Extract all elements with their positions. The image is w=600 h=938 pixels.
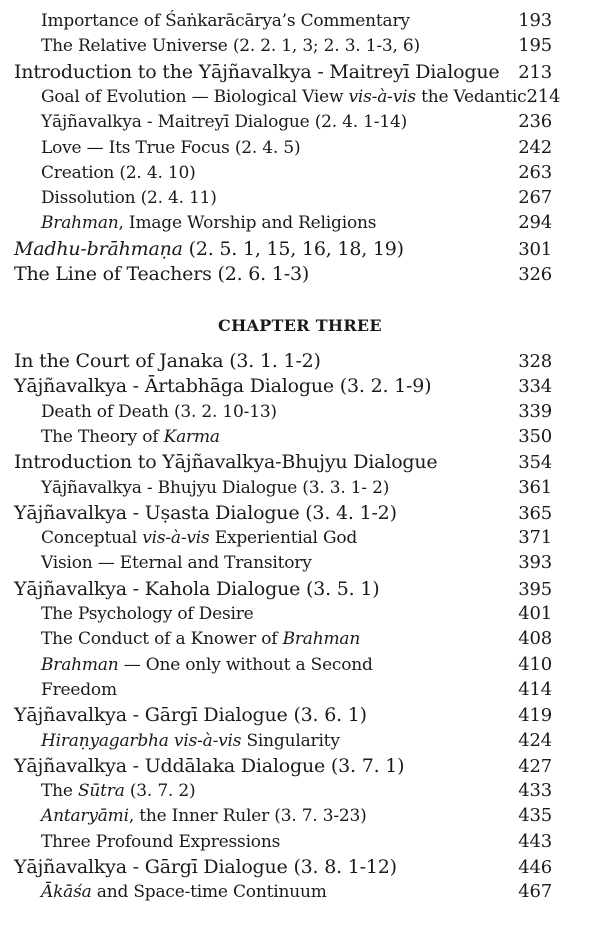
toc-entry bbox=[14, 350, 552, 372]
toc-entry bbox=[14, 603, 552, 624]
toc-entry-title bbox=[14, 704, 367, 726]
toc-entry-page-number: 433 bbox=[518, 780, 552, 802]
toc-entry-title bbox=[14, 263, 309, 285]
toc-entry-title bbox=[14, 478, 389, 498]
toc-entry bbox=[14, 730, 552, 751]
toc-entry bbox=[14, 805, 552, 826]
toc-entry-title-part: Yājñavalkya - Kahola Dialogue (3. 5. 1) bbox=[14, 577, 380, 600]
toc-entry-title-part: Yājñavalkya - Gārgī Dialogue (3. 6. 1) bbox=[14, 704, 367, 727]
toc-entry bbox=[14, 111, 552, 132]
toc-entry bbox=[14, 451, 552, 473]
toc-entry-title bbox=[14, 87, 526, 107]
toc-entry-title bbox=[14, 61, 499, 83]
toc-entry-title bbox=[14, 629, 360, 649]
toc-entry-title-part: Love — Its True Focus (2. 4. 5) bbox=[41, 137, 301, 158]
toc-entry-page-number: 326 bbox=[518, 264, 552, 285]
toc-entry-title-part: Introduction to Yājñavalkya-Bhujyu Dialogue bbox=[14, 451, 438, 474]
toc-entry-title bbox=[14, 163, 196, 183]
toc-entry-title-part: Yājñavalkya - Maitreyī Dialogue (2. 4. 1-14) bbox=[41, 112, 407, 133]
toc-entry-title bbox=[14, 528, 357, 548]
toc-entry-page-number: 365 bbox=[518, 502, 552, 524]
toc-entry-page-number: 354 bbox=[518, 452, 552, 474]
toc-entry-title bbox=[14, 36, 420, 56]
toc-entry-title-part: The Line of Teachers (2. 6. 1-3) bbox=[14, 263, 310, 285]
toc-entry-title bbox=[14, 578, 379, 600]
toc-entry-page-number: 410 bbox=[518, 653, 552, 675]
toc-entry bbox=[14, 856, 552, 878]
toc-entry-title-part: Experiential God bbox=[209, 528, 358, 549]
toc-entry-title bbox=[14, 375, 431, 397]
toc-entry-title-part: Dissolution (2. 4. 11) bbox=[41, 188, 217, 209]
toc-entry-title-part: Yājñavalkya - Uddālaka Dialogue (3. 7. 1) bbox=[14, 754, 405, 777]
toc-entry-title-part: and Space-time Continuum bbox=[91, 882, 327, 903]
toc-entry-title-part: Karma bbox=[163, 426, 220, 447]
toc-entry-title bbox=[14, 11, 410, 31]
toc-entry-title-part: Three Profound Expressions bbox=[41, 831, 281, 852]
toc-entry-page-number: 371 bbox=[518, 527, 552, 549]
toc-entry-page-number: 401 bbox=[518, 603, 552, 624]
toc-entry-title-part: Introduction to the Yājñavalkya - Maitreyī Dialogue bbox=[14, 60, 500, 83]
toc-entry-title bbox=[14, 806, 367, 826]
toc-entry-title-part: — One only without a Second bbox=[118, 654, 373, 675]
toc-entry-title bbox=[14, 213, 376, 233]
toc-entry-title-part: Brahman bbox=[41, 213, 119, 234]
toc-entry bbox=[14, 10, 552, 31]
toc-entry-title bbox=[14, 402, 277, 422]
toc-entry-title-part: Brahman bbox=[282, 629, 361, 650]
toc-entry-page-number: 424 bbox=[518, 729, 552, 751]
toc-entry-page-number: 414 bbox=[518, 678, 552, 700]
toc-entry-page-number: 328 bbox=[518, 351, 552, 372]
toc-entry bbox=[14, 578, 552, 600]
toc-entry-title bbox=[14, 427, 220, 447]
toc-entry-title-part: , Image Worship and Religions bbox=[118, 213, 377, 234]
toc-entry bbox=[14, 375, 552, 397]
toc-entry-title-part: The Psychology of Desire bbox=[41, 604, 254, 624]
toc-entry-title-part: Brahman bbox=[41, 654, 119, 675]
toc-entry-title-part: Creation (2. 4. 10) bbox=[41, 162, 196, 183]
toc-entry-title-part: Yājñavalkya - Uṣasta Dialogue (3. 4. 1-2) bbox=[14, 501, 397, 524]
toc-entry-page-number: 213 bbox=[518, 61, 552, 83]
toc-entry-page-number: 294 bbox=[518, 212, 552, 234]
toc-entry-title bbox=[14, 553, 312, 573]
toc-entry-title bbox=[14, 856, 397, 878]
toc-entry-title bbox=[14, 112, 407, 132]
toc-entry-title bbox=[14, 502, 397, 524]
toc-entry bbox=[14, 654, 552, 675]
toc-entry bbox=[14, 477, 552, 498]
toc-entry bbox=[14, 704, 552, 726]
toc-entry-title-part: Singularity bbox=[241, 730, 340, 751]
toc-entry-title bbox=[14, 755, 404, 777]
toc-entry-title-part: vis-à-vis bbox=[142, 528, 210, 549]
toc-entry-title-part: The Relative Universe (2. 2. 1, 3; 2. 3. 1-3, 6) bbox=[41, 36, 420, 57]
toc-entry-title-part: the Vedantic bbox=[415, 86, 527, 107]
toc-entry-title bbox=[14, 655, 373, 675]
toc-entry-title bbox=[14, 451, 437, 473]
toc-entry-title-part: Yājñavalkya - Gārgī Dialogue (3. 8. 1-12) bbox=[14, 856, 397, 878]
toc-entry-page-number: 195 bbox=[518, 35, 552, 57]
toc-entry-page-number: 301 bbox=[518, 238, 552, 260]
toc-entry bbox=[14, 679, 552, 700]
toc-entry-title-part: Madhu-brāhmaṇa bbox=[14, 237, 183, 260]
toc-entry-title-part: Yājñavalkya - Bhujyu Dialogue (3. 3. 1- 2) bbox=[41, 477, 390, 498]
toc-entry bbox=[14, 85, 561, 107]
toc-entry-title bbox=[14, 680, 117, 700]
toc-entry-title bbox=[14, 781, 195, 801]
toc-entry-page-number: 339 bbox=[518, 400, 552, 422]
toc-entry-title-part: Vision — Eternal and Transitory bbox=[41, 553, 312, 574]
toc-entry bbox=[14, 628, 552, 649]
toc-entry-title bbox=[14, 350, 321, 372]
toc-entry bbox=[14, 552, 552, 573]
toc-entry-page-number: 408 bbox=[518, 628, 552, 650]
toc-entry-page-number: 267 bbox=[518, 187, 552, 209]
toc-entry-page-number: 393 bbox=[518, 552, 552, 574]
toc-entry-title-part: Antaryāmi bbox=[41, 806, 129, 827]
toc-entry-page-number: 214 bbox=[526, 85, 561, 107]
toc-entry-title bbox=[14, 138, 300, 158]
toc-entry bbox=[14, 263, 552, 285]
toc-entry bbox=[14, 212, 552, 233]
toc-entry-title-part: vis-à-vis bbox=[348, 86, 416, 107]
chapter-heading: CHAPTER THREE bbox=[218, 316, 382, 335]
toc-entry-page-number: 193 bbox=[518, 10, 552, 31]
toc-entry bbox=[14, 61, 552, 83]
toc-entry bbox=[14, 35, 552, 56]
toc-entry-page-number: 443 bbox=[518, 830, 552, 852]
toc-entry bbox=[14, 502, 552, 524]
toc-entry-page-number: 361 bbox=[518, 476, 552, 498]
toc-entry-title bbox=[14, 832, 280, 852]
toc-entry-title bbox=[14, 882, 327, 902]
toc-entry-title-part: Importance of Śaṅkarācārya’s Commentary bbox=[41, 11, 410, 31]
toc-entry-page-number: 350 bbox=[518, 425, 552, 447]
toc-entry-page-number: 435 bbox=[518, 805, 552, 827]
toc-entry-title bbox=[14, 731, 340, 751]
toc-entry-page-number: 446 bbox=[518, 857, 552, 878]
toc-entry-title-part: The bbox=[41, 781, 78, 802]
toc-entry bbox=[14, 238, 552, 260]
toc-entry bbox=[14, 831, 552, 852]
toc-entry-page-number: 395 bbox=[518, 578, 552, 600]
toc-entry-title-part: The Conduct of a Knower of bbox=[41, 629, 283, 650]
toc-entry-title-part: Death of Death (3. 2. 10-13) bbox=[41, 401, 277, 422]
toc-entry-title-part: (2. 5. 1, 15, 16, 18, 19) bbox=[182, 237, 404, 260]
toc-entry-title-part: Goal of Evolution — Biological View bbox=[41, 86, 349, 107]
toc-entry-title-part: The Theory of bbox=[41, 426, 164, 447]
toc-entry-page-number: 334 bbox=[518, 376, 552, 398]
toc-entry bbox=[14, 755, 552, 777]
toc-entry-title bbox=[14, 188, 217, 208]
toc-entry-title bbox=[14, 238, 404, 260]
toc-entry-title-part: Ākāśa bbox=[41, 882, 92, 903]
toc-entry-title-part: Freedom bbox=[41, 679, 117, 700]
toc-entry-title-part: Conceptual bbox=[41, 528, 143, 549]
toc-entry bbox=[14, 780, 552, 801]
toc-entry bbox=[14, 162, 552, 183]
toc-entry-title-part: In the Court of Janaka (3. 1. 1-2) bbox=[14, 350, 321, 372]
toc-entry-page-number: 427 bbox=[518, 755, 552, 777]
toc-entry bbox=[14, 881, 552, 902]
toc-entry-title-part: (3. 7. 2) bbox=[124, 781, 196, 802]
toc-entry-title-part: Hiraṇyagarbha vis-à-vis bbox=[41, 730, 242, 751]
toc-entry-title bbox=[14, 604, 254, 624]
toc-entry-page-number: 419 bbox=[518, 705, 552, 727]
toc-entry-page-number: 263 bbox=[518, 161, 552, 183]
toc-entry-page-number: 242 bbox=[518, 136, 552, 158]
toc-entry-title-part: , the Inner Ruler (3. 7. 3-23) bbox=[128, 806, 367, 827]
toc-entry bbox=[14, 401, 552, 422]
toc-entry bbox=[14, 137, 552, 158]
toc-entry-page-number: 467 bbox=[518, 881, 552, 903]
toc-entry-title-part: Yājñavalkya - Ārtabhāga Dialogue (3. 2. 1-9) bbox=[14, 375, 432, 398]
toc-entry bbox=[14, 527, 552, 548]
toc-entry bbox=[14, 187, 552, 208]
toc-entry-title-part: Sūtra bbox=[77, 781, 125, 802]
toc-entry-page-number: 236 bbox=[518, 111, 552, 133]
toc-entry bbox=[14, 426, 552, 447]
